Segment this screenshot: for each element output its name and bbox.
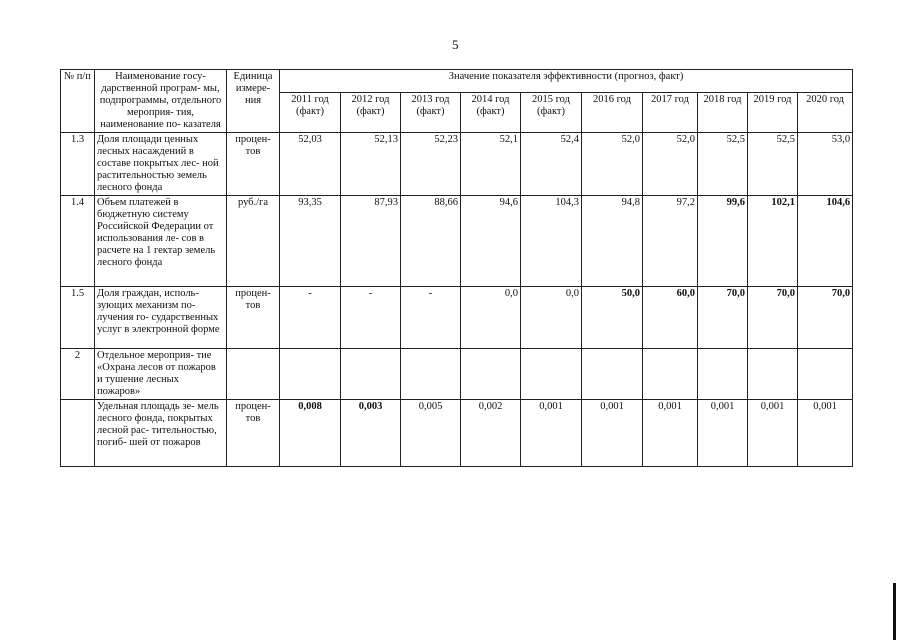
table-row [61, 196, 853, 287]
row-value: 99,6 [698, 196, 748, 287]
row-value [341, 349, 401, 400]
row-value: 52,1 [461, 133, 521, 196]
row-value: 52,23 [401, 133, 461, 196]
table-row [61, 133, 853, 196]
row-value: 94,8 [582, 196, 643, 287]
table-row [61, 349, 853, 400]
header-num: № п/п [61, 70, 95, 133]
row-value: 0,005 [401, 400, 461, 467]
row-value [798, 349, 853, 400]
row-value: - [401, 287, 461, 349]
row-value: 70,0 [798, 287, 853, 349]
header-year: 2017 год [643, 92, 698, 133]
table-row [61, 400, 853, 467]
row-value: 52,4 [521, 133, 582, 196]
row-num: 1.3 [61, 133, 95, 196]
row-unit: руб./га [227, 196, 280, 287]
header-year: 2011 год (факт) [280, 92, 341, 133]
header-unit: Единица измере- ния [227, 70, 280, 133]
row-name: Отдельное мероприя- тие «Охрана лесов от пожаров и тушение лесных пожаров» [95, 349, 227, 400]
row-value: 52,0 [582, 133, 643, 196]
row-num: 1.4 [61, 196, 95, 287]
row-unit: процен- тов [227, 287, 280, 349]
row-value: 97,2 [643, 196, 698, 287]
row-num: 1.5 [61, 287, 95, 349]
row-value: 102,1 [748, 196, 798, 287]
row-value: 0,002 [461, 400, 521, 467]
row-value: 50,0 [582, 287, 643, 349]
row-unit: процен- тов [227, 133, 280, 196]
row-value: 87,93 [341, 196, 401, 287]
row-value: 70,0 [748, 287, 798, 349]
row-value: 0,0 [521, 287, 582, 349]
header-year: 2012 год (факт) [341, 92, 401, 133]
page-number: 5 [452, 37, 459, 52]
row-value [748, 349, 798, 400]
row-value [401, 349, 461, 400]
row-name: Объем платежей в бюджетную систему Российской Федерации от использования ле- сов в расчете на 1 гектар земель лесного фонда [95, 196, 227, 287]
row-value: 53,0 [798, 133, 853, 196]
row-value [643, 349, 698, 400]
scan-edge-mark [893, 583, 896, 640]
row-value: 0,001 [748, 400, 798, 467]
header-year: 2018 год [698, 92, 748, 133]
header-year: 2014 год (факт) [461, 92, 521, 133]
indicators-table [60, 69, 853, 467]
row-num [61, 400, 95, 467]
header-year: 2015 год (факт) [521, 92, 582, 133]
row-value: 52,0 [643, 133, 698, 196]
row-value: 52,5 [698, 133, 748, 196]
row-value: 93,35 [280, 196, 341, 287]
row-value: 0,003 [341, 400, 401, 467]
row-value: 88,66 [401, 196, 461, 287]
row-value: 0,001 [643, 400, 698, 467]
row-value: 104,6 [798, 196, 853, 287]
header-values-group: Значение показателя эффективности (прогноз, факт) [280, 70, 853, 93]
row-name: Доля граждан, исполь- зующих механизм по- лучения го- сударственных услуг в электронной форме [95, 287, 227, 349]
row-value: 94,6 [461, 196, 521, 287]
row-name: Доля площади ценных лесных насаждений в составе покрытых лес- ной растительностью земель лесного фонда [95, 133, 227, 196]
row-value: 60,0 [643, 287, 698, 349]
header-row-1 [61, 70, 853, 93]
row-unit [227, 349, 280, 400]
header-name: Наименование госу- дарственной програм- мы, подпрограммы, отдельного мероприя- тия, наименование по- казателя [95, 70, 227, 133]
row-value [461, 349, 521, 400]
row-value: 104,3 [521, 196, 582, 287]
row-value: 52,13 [341, 133, 401, 196]
header-year: 2019 год [748, 92, 798, 133]
row-value: 0,0 [461, 287, 521, 349]
row-value: 0,001 [698, 400, 748, 467]
row-value: 0,001 [798, 400, 853, 467]
header-year: 2016 год [582, 92, 643, 133]
row-num: 2 [61, 349, 95, 400]
row-value: 0,001 [521, 400, 582, 467]
row-unit: процен- тов [227, 400, 280, 467]
header-year: 2013 год (факт) [401, 92, 461, 133]
row-value [582, 349, 643, 400]
row-value: - [341, 287, 401, 349]
row-value: 52,03 [280, 133, 341, 196]
header-year: 2020 год [798, 92, 853, 133]
row-value: 0,008 [280, 400, 341, 467]
row-value: - [280, 287, 341, 349]
row-value: 70,0 [698, 287, 748, 349]
row-value: 0,001 [582, 400, 643, 467]
row-value [521, 349, 582, 400]
row-value: 52,5 [748, 133, 798, 196]
row-name: Удельная площадь зе- мель лесного фонда, покрытых лесной рас- тительностью, погиб- шей от пожаров [95, 400, 227, 467]
row-value [280, 349, 341, 400]
table-row [61, 287, 853, 349]
row-value [698, 349, 748, 400]
